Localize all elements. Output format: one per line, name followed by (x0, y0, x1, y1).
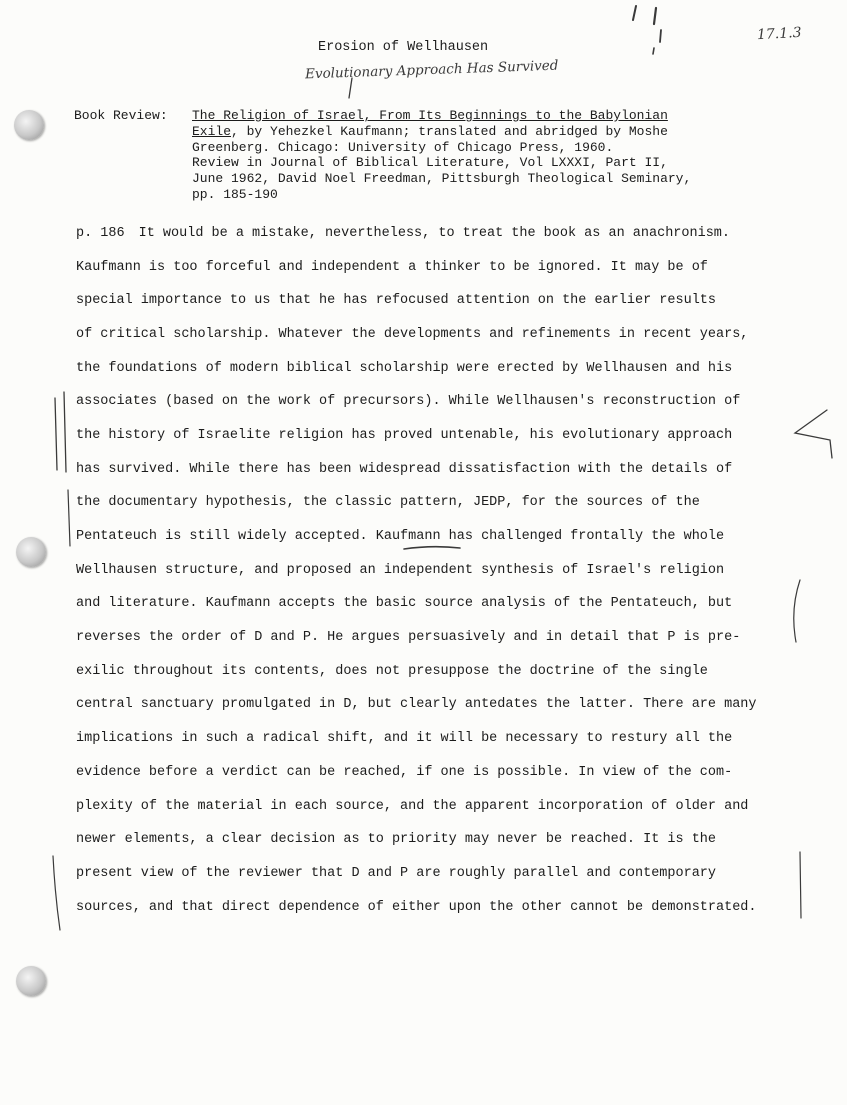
scratch-mark (633, 6, 636, 20)
citation-line-3: Greenberg. Chicago: University of Chicago Press, 1960. (192, 139, 614, 155)
body-line-11: Wellhausen structure, and proposed an independent synthesis of Israel's religion (76, 563, 725, 578)
scratch-mark (660, 30, 661, 42)
body-line-7: the history of Israelite religion has proved untenable, his evolutionary approach (76, 428, 733, 443)
page-title: Erosion of Wellhausen (318, 40, 489, 55)
citation-line-5: June 1962, David Noel Freedman, Pittsburgh Theological Seminary, (192, 171, 692, 187)
citation-line-6: pp. 185-190 (192, 186, 278, 202)
body-line-15: central sanctuary promulgated in D, but clearly antedates the latter. There are many (76, 697, 757, 712)
handwritten-subtitle: Evolutionary Approach Has Survived (304, 57, 559, 83)
margin-line-double-left (55, 398, 57, 470)
book-title-line-1: The Religion of Israel, From Its Beginnings to the Babylonian (192, 108, 668, 123)
body-line-13: reverses the order of D and P. He argues persuasively and in detail that P is pre- (76, 630, 741, 645)
book-review-label: Book Review: (74, 108, 168, 123)
body-line-16: implications in such a radical shift, and it will be necessary to restury all the (76, 731, 733, 746)
margin-line-right-lower (800, 852, 801, 918)
page-reference: p. 186 (76, 226, 125, 241)
body-line-8: has survived. While there has been widespread dissatisfaction with the details of (76, 462, 733, 477)
body-line-4: of critical scholarship. Whatever the developments and refinements in recent years, (76, 327, 749, 342)
body-line-12: and literature. Kaufmann accepts the basic source analysis of the Pentateuch, but (76, 596, 733, 611)
scratch-mark (653, 48, 654, 54)
body-text: It would be a mistake, nevertheless, to treat the book as an anachronism. (138, 226, 731, 241)
margin-line-left-lower (53, 856, 60, 930)
subtitle-stroke (349, 78, 352, 98)
body-line-2: Kaufmann is too forceful and independent a thinker to be ignored. It may be of (76, 260, 708, 275)
body-line-9: the documentary hypothesis, the classic pattern, JEDP, for the sources of the (76, 495, 700, 510)
book-title-underlined-part: Exile (192, 123, 232, 139)
body-line-10: Pentateuch is still widely accepted. Kaufmann has challenged frontally the whole (76, 529, 725, 544)
angle-mark (795, 410, 832, 458)
body-line-20: present view of the reviewer that D and P are roughly parallel and contemporary (76, 866, 717, 881)
margin-bracket-right (794, 580, 800, 642)
margin-line (68, 490, 70, 546)
margin-line-double-right (64, 392, 66, 472)
body-line-21: sources, and that direct dependence of either upon the other cannot be demonstrated. (76, 900, 757, 915)
body-line-6: associates (based on the work of precursors). While Wellhausen's reconstruction of (76, 394, 741, 409)
scratch-mark (654, 8, 656, 24)
body-line-19: newer elements, a clear decision as to priority may never be reached. It is the (76, 832, 717, 847)
citation-line-4: Review in Journal of Biblical Literature, Vol LXXXI, Part II, (192, 155, 668, 171)
body-line-17: evidence before a verdict can be reached, if one is possible. In view of the com- (76, 765, 733, 780)
body-line-14: exilic throughout its contents, does not presuppose the doctrine of the single (76, 664, 708, 679)
kaufmann-underline (404, 547, 460, 549)
citation-line-2-rest: , by Yehezkel Kaufmann; translated and abridged by Moshe (231, 123, 668, 139)
body-line-18: plexity of the material in each source, and the apparent incorporation of older and (76, 799, 749, 814)
reference-code: 17.1.3 (756, 24, 802, 44)
body-line-3: special importance to us that he has refocused attention on the earlier results (76, 293, 717, 308)
body-line-5: the foundations of modern biblical scholarship were erected by Wellhausen and his (76, 361, 733, 376)
